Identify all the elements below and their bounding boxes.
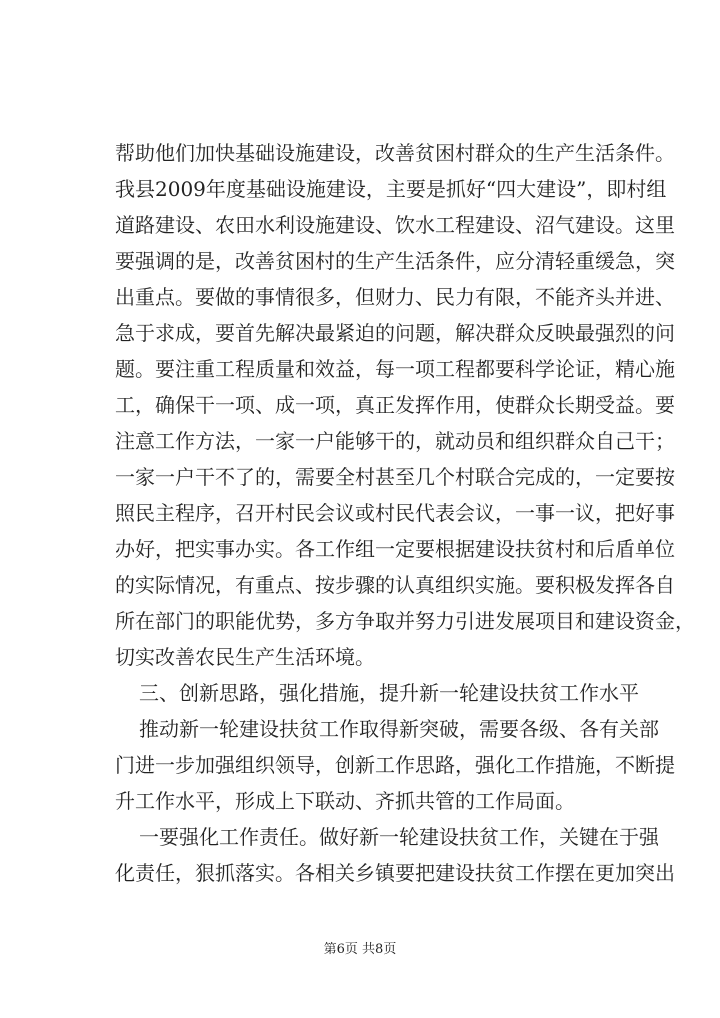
text-line: 办好，把实事办实。各工作组一定要根据建设扶贫村和后盾单位 [115, 537, 675, 561]
document-body [115, 135, 695, 891]
text-line: 升工作水平，形成上下联动、齐抓共管的工作局面。 [115, 789, 575, 813]
text-line: 题。要注重工程质量和效益，每一项工程都要科学论证，精心施 [115, 357, 675, 381]
text-line: 化责任，狠抓落实。各相关乡镇要把建设扶贫工作摆在更加突出 [115, 861, 675, 885]
text-line: 工，确保干一项、成一项，真正发挥作用，使群众长期受益。要 [115, 393, 675, 417]
text-line: 帮助他们加快基础设施建设，改善贫困村群众的生产生活条件。 [115, 141, 675, 165]
text-line: 一要强化工作责任。做好新一轮建设扶贫工作，关键在于强 [139, 825, 659, 849]
text-line: 道路建设、农田水利设施建设、饮水工程建设、沼气建设。这里 [115, 213, 675, 237]
text-line: 注意工作方法，一家一户能够干的，就动员和组织群众自己干； [115, 429, 675, 453]
section-heading: 三、创新思路，强化措施，提升新一轮建设扶贫工作水平 [139, 681, 639, 705]
text-line: 出重点。要做的事情很多，但财力、民力有限，不能齐头并进、 [115, 285, 675, 309]
text-line: 我县2009年度基础设施建设，主要是抓好“四大建设”，即村组 [115, 177, 667, 201]
text-line: 门进一步加强组织领导，创新工作思路，强化工作措施，不断提 [115, 753, 675, 777]
text-line: 推动新一轮建设扶贫工作取得新突破，需要各级、各有关部 [139, 717, 659, 741]
text-line: 要强调的是，改善贫困村的生产生活条件，应分清轻重缓急，突 [115, 249, 675, 273]
text-line: 一家一户干不了的，需要全村甚至几个村联合完成的，一定要按 [115, 465, 675, 489]
text-line: 急于求成，要首先解决最紧迫的问题，解决群众反映最强烈的问 [115, 321, 675, 345]
text-line: 的实际情况，有重点、按步骤的认真组织实施。要积极发挥各自 [115, 573, 675, 597]
page-number-footer: 第6页 共8页 [323, 942, 397, 957]
text-line: 照民主程序，召开村民会议或村民代表会议，一事一议，把好事 [115, 501, 675, 525]
text-line: 切实改善农民生产生活环境。 [115, 645, 375, 669]
text-line: 所在部门的职能优势，多方争取并努力引进发展项目和建设资金， [115, 609, 695, 633]
